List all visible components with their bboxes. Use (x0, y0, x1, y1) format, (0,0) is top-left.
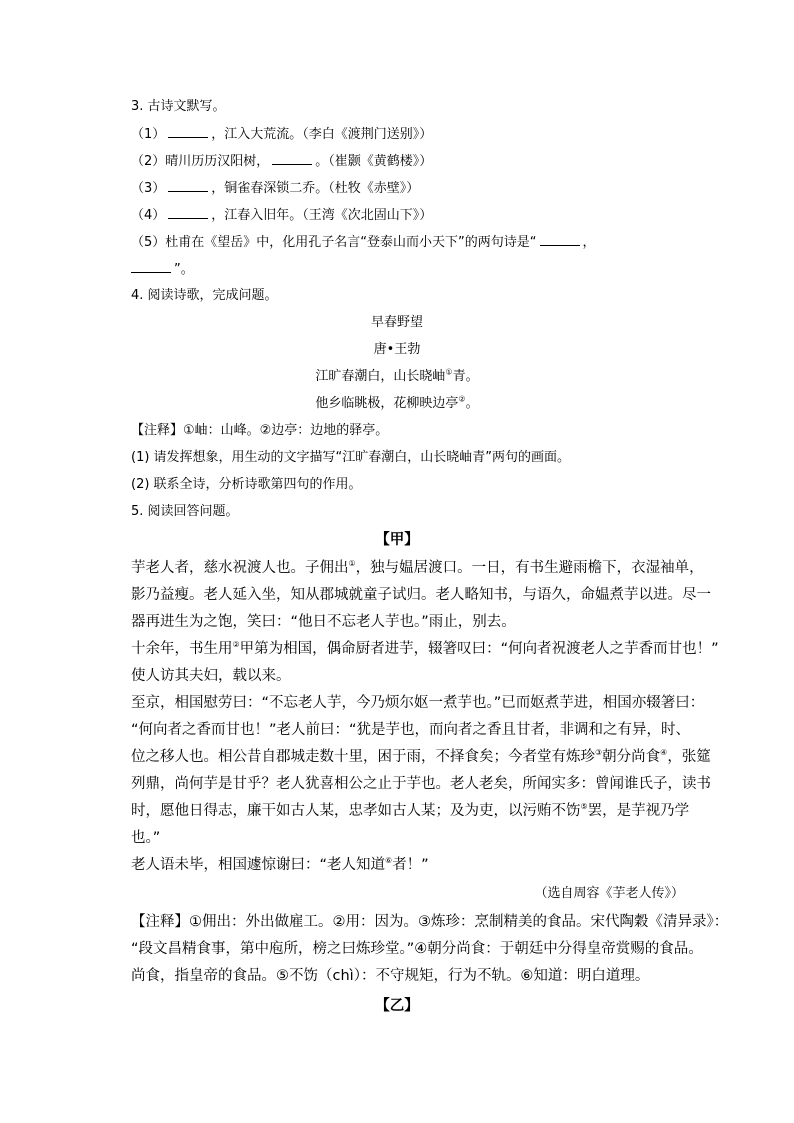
q3-item-text: 杜甫在《望岳》中，化用孔子名言“登泰山而小天下”的两句诗是“ (165, 235, 537, 250)
q3-item-2 (131, 151, 432, 172)
blank-line[interactable] (168, 124, 208, 138)
footnote-marker: ⑤ (580, 802, 588, 812)
passage-note: 尚食，指皇帝的食品。⑤不饬（chì）：不守规矩，行为不轨。⑥知道：明白道理。 (131, 968, 650, 984)
q4-sub-1: (1) 请发挥想象，用生动的文字描写“江旷春潮白，山长晓岫青”两句的画面。 (131, 450, 571, 465)
poem-title: 早春野望 (370, 315, 423, 330)
passage-text: 位之移人也。相公昔自郡城走数十里，困于雨，不择食矣；今者堂有炼珍 (131, 749, 595, 765)
passage-line: 至京，相国慰劳曰：“不忘老人芋，今乃烦尔妪一煮芋也。”已而妪煮芋进，相国亦辍箸曰： (131, 695, 705, 711)
footnote-marker: ① (445, 367, 453, 377)
poem-author: 唐•王勃 (373, 342, 421, 357)
q3-item-5-cont (131, 259, 194, 280)
passage-line: 列鼎，尚何芋是甘乎？老人犹喜相公之止于芋也。老人老矣，所闻实多：曾闻谁氏子，读书 (131, 776, 711, 792)
passage-line (131, 801, 689, 821)
q3-item-number: （1） (131, 127, 166, 142)
blank-line[interactable] (540, 232, 580, 246)
passage-line: 器再进生为之饱，笑曰：“他日不忘老人芋也。”雨止，别去。 (131, 614, 516, 630)
passage-text: 罢，是芋视乃学 (587, 803, 690, 819)
blank-line[interactable] (272, 151, 312, 165)
q4-heading: 4. 阅读诗歌，完成问题。 (131, 288, 278, 303)
passage-text: ，独与媪居渡口。一日，有书生避雨檐下，衣湿袖单， (355, 560, 704, 576)
footnote-marker: ④ (660, 748, 668, 758)
passage-line: 也。” (131, 830, 161, 846)
passage-note: “段文昌精食事，第中庖所，榜之曰炼珍堂。”④朝分尚食：于朝廷中分得皇帝赏赐的食品。 (131, 941, 703, 957)
passage-text: 朝分尚食 (602, 749, 661, 765)
q3-item-number: （4） (131, 208, 166, 223)
poem-text: 青。 (452, 369, 479, 384)
footnote-marker: ① (348, 559, 356, 569)
q3-item-text: ， (582, 235, 596, 250)
passage-line (131, 747, 711, 767)
blank-line[interactable] (131, 259, 171, 273)
q3-item-number: （3） (131, 181, 166, 196)
q3-item-3 (131, 178, 419, 199)
q4-sub-2: (2) 联系全诗，分析诗歌第四句的作用。 (131, 477, 362, 492)
q3-item-number: （5） (131, 235, 166, 250)
passage-text: 老人语未毕，相国遽惊谢曰：“老人知道 (131, 857, 386, 873)
poem-text: 江旷春潮白，山长晓岫 (315, 369, 446, 384)
q3-item-text: ，江春入旧年。（王湾《次北固山下》） (211, 208, 433, 223)
passage-text: 十余年，书生用 (131, 641, 233, 657)
q3-heading: 3. 古诗文默写。 (131, 99, 226, 114)
passage-text: 者！” (392, 857, 429, 873)
blank-line[interactable] (168, 205, 208, 219)
poem-line-1 (0, 367, 794, 387)
passage-line: 影乃益瘦。老人延入坐，知从郡城就童子试归。老人略知书，与语久，命媪煮芋以进。尽一 (131, 587, 711, 603)
q3-item-5 (131, 232, 596, 253)
passage-text: 时，愿他日得志，廉干如古人某，忠孝如古人某；及为吏，以污贿不饬 (131, 803, 581, 819)
section-jia-label: 【甲】 (375, 532, 419, 548)
section-yi-label: 【乙】 (375, 998, 419, 1014)
poem-line-2 (0, 394, 794, 414)
passage-source: （选自周容《芋老人传》） (534, 886, 684, 901)
passage-line: 使人访其夫妇，载以来。 (131, 668, 291, 684)
passage-line (131, 639, 719, 659)
passage-note: 【注释】①佣出：外出做雇工。②用：因为。③炼珍：烹制精美的食品。宋代陶穀《清异录》： (131, 914, 729, 930)
q3-item-4 (131, 205, 432, 226)
poem-note: 【注释】①岫：山峰。②边亭：边地的驿亭。 (131, 423, 389, 438)
blank-line[interactable] (168, 178, 208, 192)
poem-text: 。 (465, 396, 479, 411)
poem-text: 他乡临眺极，花柳映边亭 (315, 396, 459, 411)
q5-heading: 5. 阅读回答问题。 (131, 504, 239, 519)
footnote-marker: ② (232, 640, 240, 650)
q3-item-number: （2） (131, 154, 166, 169)
passage-line: “何向者之香而甘也！”老人前曰：“犹是芋也，而向者之香且甘者，非调和之有异，时、 (131, 722, 691, 738)
passage-text: 芋老人者，慈水祝渡人也。子佣出 (131, 560, 349, 576)
q3-item-text: 。（崔颢《黄鹤楼》） (315, 154, 433, 169)
footnote-marker: ⑥ (385, 856, 393, 866)
passage-line (131, 558, 704, 578)
passage-line (131, 855, 429, 875)
passage-text: 甲第为相国，偶命厨者进芋，辍箸叹曰：“何向者祝渡老人之芋香而甘也！” (239, 641, 719, 657)
q3-item-text: ”。 (174, 262, 194, 277)
footnote-marker: ② (458, 394, 466, 404)
passage-text: ，张筵 (667, 749, 711, 765)
q3-item-text: 晴川历历汉阳树， (165, 154, 270, 169)
q3-item-text: ，江入大荒流。（李白《渡荆门送别》） (211, 127, 433, 142)
q3-item-text: ，铜雀春深锁二乔。（杜牧《赤壁》） (211, 181, 420, 196)
footnote-marker: ③ (595, 748, 603, 758)
q3-item-1 (131, 124, 432, 145)
